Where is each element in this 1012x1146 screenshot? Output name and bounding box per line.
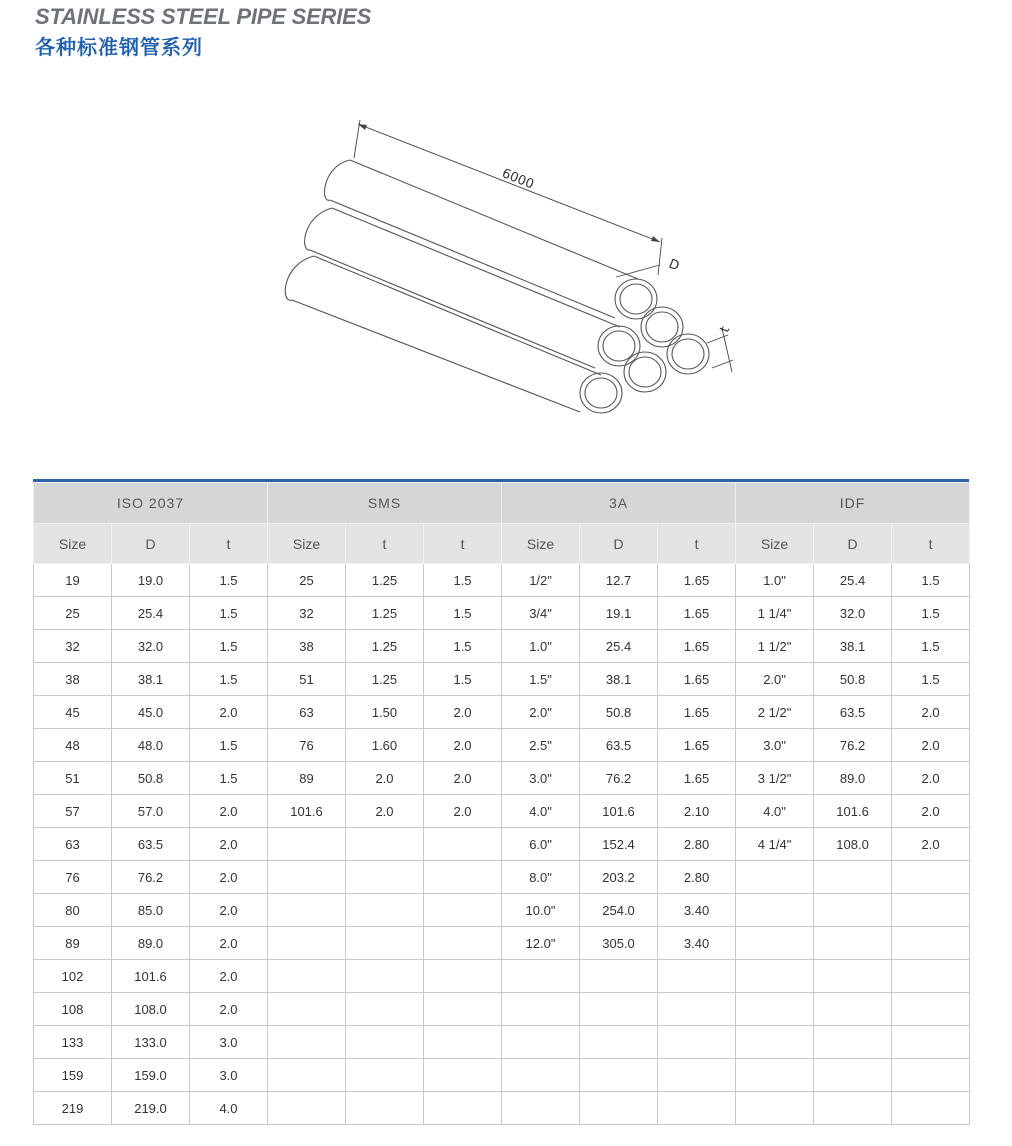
table-cell: 89: [34, 927, 112, 960]
table-cell: 108.0: [112, 993, 190, 1026]
table-cell: 50.8: [112, 762, 190, 795]
table-cell: 2.80: [658, 861, 736, 894]
table-cell: 4.0: [190, 1092, 268, 1125]
table-cell: [892, 993, 970, 1026]
table-cell: 80: [34, 894, 112, 927]
table-cell: 1.5: [190, 564, 268, 597]
table-cell: 76.2: [112, 861, 190, 894]
table-cell: 1.5: [190, 597, 268, 630]
table-cell: 45.0: [112, 696, 190, 729]
pipe-middle: [305, 208, 620, 368]
table-cell: 1.5: [424, 663, 502, 696]
table-cell: [736, 861, 814, 894]
table-row: [34, 1092, 970, 1125]
table-cell: [736, 927, 814, 960]
column-header: Size: [502, 524, 580, 564]
table-cell: 10.0": [502, 894, 580, 927]
table-cell: [814, 1092, 892, 1125]
table-row: [34, 795, 970, 828]
table-cell: 89.0: [814, 762, 892, 795]
table-cell: 3.0": [502, 762, 580, 795]
table-cell: [814, 894, 892, 927]
table-cell: 32.0: [814, 597, 892, 630]
table-cell: [502, 1026, 580, 1059]
column-header: Size: [34, 524, 112, 564]
table-cell: 2.0: [424, 762, 502, 795]
table-cell: [268, 861, 346, 894]
table-cell: 2.0: [190, 861, 268, 894]
table-cell: 219: [34, 1092, 112, 1125]
table-cell: [268, 960, 346, 993]
table-cell: 2 1/2": [736, 696, 814, 729]
table-cell: [736, 1026, 814, 1059]
column-header: t: [190, 524, 268, 564]
table-cell: 1.65: [658, 696, 736, 729]
table-cell: 38.1: [580, 663, 658, 696]
table-cell: 32.0: [112, 630, 190, 663]
table-row: [34, 960, 970, 993]
table-row: [34, 861, 970, 894]
table-cell: 1.65: [658, 564, 736, 597]
table-cell: 1.0": [736, 564, 814, 597]
group-header-idf: IDF: [736, 483, 970, 524]
table-cell: [424, 894, 502, 927]
table-cell: 2.0": [736, 663, 814, 696]
table-cell: [424, 861, 502, 894]
table-cell: [580, 993, 658, 1026]
table-cell: 1.25: [346, 564, 424, 597]
table-row: [34, 927, 970, 960]
table-cell: [424, 1092, 502, 1125]
group-header-sms: SMS: [268, 483, 502, 524]
table-cell: 1.50: [346, 696, 424, 729]
diameter-label: D: [666, 256, 682, 275]
table-cell: 2.5": [502, 729, 580, 762]
table-cell: [346, 927, 424, 960]
table-cell: 25.4: [112, 597, 190, 630]
table-cell: 2.0: [424, 729, 502, 762]
table-cell: 2.0: [346, 795, 424, 828]
table-cell: 102: [34, 960, 112, 993]
column-header: Size: [736, 524, 814, 564]
table-cell: [580, 1059, 658, 1092]
table-cell: 2.0: [424, 795, 502, 828]
table-cell: 25: [34, 597, 112, 630]
table-row: [34, 762, 970, 795]
table-cell: [502, 960, 580, 993]
table-cell: 159.0: [112, 1059, 190, 1092]
table-cell: 219.0: [112, 1092, 190, 1125]
table-cell: [268, 993, 346, 1026]
table-cell: 2.0": [502, 696, 580, 729]
table-cell: [814, 1026, 892, 1059]
column-header: Size: [268, 524, 346, 564]
table-cell: 3.40: [658, 894, 736, 927]
table-cell: [268, 828, 346, 861]
table-cell: 4.0": [502, 795, 580, 828]
table-cell: [580, 1026, 658, 1059]
diameter-dimension-line: [616, 265, 660, 277]
table-cell: 101.6: [112, 960, 190, 993]
table-cell: [424, 1059, 502, 1092]
table-cell: 108.0: [814, 828, 892, 861]
table-cell: 101.6: [580, 795, 658, 828]
table-cell: 108: [34, 993, 112, 1026]
table-cell: 1.5: [190, 762, 268, 795]
table-cell: 63.5: [580, 729, 658, 762]
table-cell: 133: [34, 1026, 112, 1059]
table-cell: 203.2: [580, 861, 658, 894]
table-row: [34, 630, 970, 663]
table-row: [34, 729, 970, 762]
table-cell: 48: [34, 729, 112, 762]
table-cell: 2.0: [190, 696, 268, 729]
table-cell: 63.5: [814, 696, 892, 729]
table-cell: 32: [34, 630, 112, 663]
table-cell: 2.0: [190, 795, 268, 828]
table-cell: [502, 993, 580, 1026]
table-cell: 2.0: [424, 696, 502, 729]
table-cell: 3/4": [502, 597, 580, 630]
table-cell: 85.0: [112, 894, 190, 927]
table-cell: 4.0": [736, 795, 814, 828]
table-row: [34, 828, 970, 861]
table-cell: 1.65: [658, 630, 736, 663]
table-cell: 38: [268, 630, 346, 663]
table-cell: [814, 960, 892, 993]
table-cell: 2.0: [190, 993, 268, 1026]
table-cell: 101.6: [814, 795, 892, 828]
table-cell: 76: [268, 729, 346, 762]
table-cell: [658, 960, 736, 993]
table-cell: 76.2: [580, 762, 658, 795]
table-row: [34, 696, 970, 729]
length-dimension-line: [354, 120, 662, 275]
table-row: [34, 993, 970, 1026]
pipe-bundle-diagram: [270, 110, 750, 420]
pipe-top: [325, 160, 638, 318]
table-row: [34, 1026, 970, 1059]
table-cell: [658, 1092, 736, 1125]
group-header-3a: 3A: [502, 483, 736, 524]
table-cell: 1.5: [892, 597, 970, 630]
table-cell: 2.0: [892, 828, 970, 861]
table-cell: [736, 1059, 814, 1092]
table-cell: 2.0: [190, 894, 268, 927]
table-cell: 51: [268, 663, 346, 696]
table-cell: 2.0: [190, 927, 268, 960]
table-cell: 1.5: [892, 630, 970, 663]
table-cell: 25: [268, 564, 346, 597]
table-cell: [424, 960, 502, 993]
table-cell: 1.25: [346, 663, 424, 696]
table-cell: 38.1: [814, 630, 892, 663]
table-cell: 1.5: [190, 663, 268, 696]
page-subtitle-chinese: 各种标准钢管系列: [35, 35, 203, 59]
group-header-iso2037: ISO 2037: [34, 483, 268, 524]
table-cell: 1 1/2": [736, 630, 814, 663]
table-cell: 25.4: [814, 564, 892, 597]
table-cell: [814, 993, 892, 1026]
table-cell: 1.25: [346, 630, 424, 663]
table-cell: 19.1: [580, 597, 658, 630]
table-cell: 2.0: [190, 828, 268, 861]
table-cell: [736, 960, 814, 993]
table-cell: 25.4: [580, 630, 658, 663]
table-cell: 1.5: [892, 564, 970, 597]
table-cell: 1.5: [424, 630, 502, 663]
table-row: [34, 663, 970, 696]
table-cell: [346, 1026, 424, 1059]
table-cell: 1.65: [658, 663, 736, 696]
table-cell: 1.5: [424, 597, 502, 630]
table-cell: [580, 960, 658, 993]
table-cell: 254.0: [580, 894, 658, 927]
table-cell: 1.60: [346, 729, 424, 762]
column-header: D: [112, 524, 190, 564]
column-header: t: [424, 524, 502, 564]
table-cell: [658, 993, 736, 1026]
table-cell: 1 1/4": [736, 597, 814, 630]
table-cell: 38.1: [112, 663, 190, 696]
column-header: t: [658, 524, 736, 564]
table-cell: 3 1/2": [736, 762, 814, 795]
table-cell: [424, 828, 502, 861]
table-cell: [346, 1059, 424, 1092]
table-cell: 48.0: [112, 729, 190, 762]
table-cell: 51: [34, 762, 112, 795]
table-cell: 2.80: [658, 828, 736, 861]
table-cell: 2.0: [346, 762, 424, 795]
table-cell: 50.8: [814, 663, 892, 696]
table-cell: [346, 894, 424, 927]
table-cell: 1.5": [502, 663, 580, 696]
table-cell: 1.5: [892, 663, 970, 696]
table-cell: [502, 1092, 580, 1125]
table-cell: 1.65: [658, 729, 736, 762]
table-cell: [892, 960, 970, 993]
table-cell: 2.0: [892, 696, 970, 729]
table-cell: [502, 1059, 580, 1092]
table-cell: [424, 927, 502, 960]
table-cell: [580, 1092, 658, 1125]
table-cell: [346, 861, 424, 894]
column-header: D: [814, 524, 892, 564]
length-label: 6000: [499, 166, 536, 193]
table-cell: 152.4: [580, 828, 658, 861]
column-header: D: [580, 524, 658, 564]
table-cell: 4 1/4": [736, 828, 814, 861]
sub-header-row: [34, 524, 970, 564]
table-cell: 133.0: [112, 1026, 190, 1059]
table-cell: [268, 1026, 346, 1059]
group-header-row: [34, 483, 970, 524]
table-cell: 1.5: [190, 729, 268, 762]
table-cell: 63.5: [112, 828, 190, 861]
table-cell: [736, 1092, 814, 1125]
table-cell: [346, 960, 424, 993]
column-header: t: [892, 524, 970, 564]
table-cell: 2.0: [190, 960, 268, 993]
table-cell: [658, 1059, 736, 1092]
table-cell: 1/2": [502, 564, 580, 597]
table-cell: 89: [268, 762, 346, 795]
table-cell: [658, 1026, 736, 1059]
table-cell: [892, 894, 970, 927]
table-cell: 6.0": [502, 828, 580, 861]
table-cell: [268, 894, 346, 927]
table-row: [34, 597, 970, 630]
table-cell: 19: [34, 564, 112, 597]
table-cell: 63: [34, 828, 112, 861]
table-cell: [736, 894, 814, 927]
table-cell: 2.0: [892, 762, 970, 795]
table-cell: 3.0: [190, 1026, 268, 1059]
table-cell: 1.25: [346, 597, 424, 630]
table-cell: 32: [268, 597, 346, 630]
table-cell: 3.0": [736, 729, 814, 762]
table-cell: 45: [34, 696, 112, 729]
table-cell: 2.0: [892, 795, 970, 828]
table-cell: 8.0": [502, 861, 580, 894]
table-cell: 3.0: [190, 1059, 268, 1092]
page-title: STAINLESS STEEL PIPE SERIES: [35, 4, 372, 29]
table-cell: 159: [34, 1059, 112, 1092]
table-cell: 1.5: [424, 564, 502, 597]
table-cell: [892, 927, 970, 960]
table-cell: 12.0": [502, 927, 580, 960]
table-cell: [346, 1092, 424, 1125]
table-cell: [268, 1092, 346, 1125]
table-body: [34, 564, 970, 1125]
table-cell: 1.0": [502, 630, 580, 663]
table-cell: [892, 861, 970, 894]
table-cell: 76.2: [814, 729, 892, 762]
table-cell: [892, 1059, 970, 1092]
table-row: [34, 564, 970, 597]
table-cell: [424, 993, 502, 1026]
table-cell: [814, 927, 892, 960]
table-cell: [814, 1059, 892, 1092]
table-cell: [268, 927, 346, 960]
table-cell: 1.5: [190, 630, 268, 663]
table-cell: 57: [34, 795, 112, 828]
table-cell: 63: [268, 696, 346, 729]
table-row: [34, 1059, 970, 1092]
table-cell: [736, 993, 814, 1026]
table-cell: 89.0: [112, 927, 190, 960]
table-cell: 3.40: [658, 927, 736, 960]
table-cell: [892, 1092, 970, 1125]
table-cell: [424, 1026, 502, 1059]
table-cell: 50.8: [580, 696, 658, 729]
pipe-size-table: [33, 479, 969, 1125]
table-cell: 2.0: [892, 729, 970, 762]
table-cell: 57.0: [112, 795, 190, 828]
table-row: [34, 894, 970, 927]
table-cell: 305.0: [580, 927, 658, 960]
thickness-label: t: [717, 324, 734, 335]
table-cell: [346, 993, 424, 1026]
table-cell: 1.65: [658, 597, 736, 630]
pipe-specification-grid: [33, 482, 970, 1125]
column-header: t: [346, 524, 424, 564]
table-cell: 101.6: [268, 795, 346, 828]
table-cell: 76: [34, 861, 112, 894]
table-cell: [268, 1059, 346, 1092]
table-cell: [892, 1026, 970, 1059]
table-cell: 2.10: [658, 795, 736, 828]
table-cell: 12.7: [580, 564, 658, 597]
table-cell: [814, 861, 892, 894]
table-cell: 1.65: [658, 762, 736, 795]
table-cell: 19.0: [112, 564, 190, 597]
table-cell: 38: [34, 663, 112, 696]
table-cell: [346, 828, 424, 861]
pipe-bottom: [285, 256, 601, 412]
